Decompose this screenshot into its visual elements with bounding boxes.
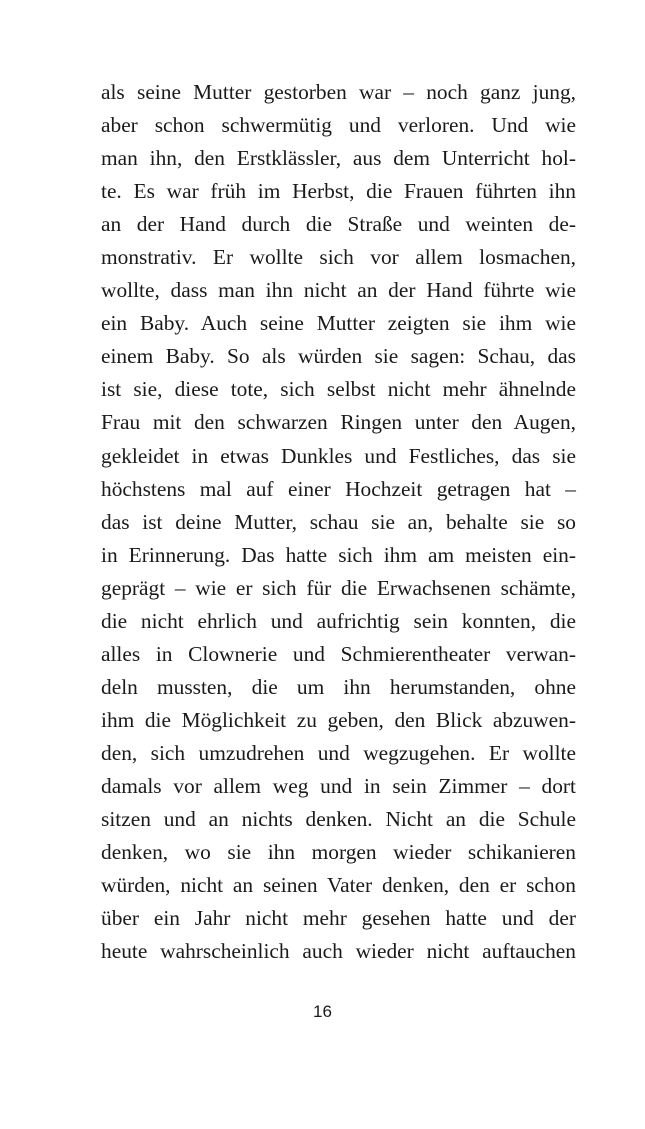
text-line: höchstens mal auf einer Hochzeit getragen hat – xyxy=(101,476,576,501)
text-line: ist sie, diese tote, sich selbst nicht mehr ähnelnde xyxy=(101,377,576,402)
text-line: geprägt – wie er sich für die Erwachsenen schämte, xyxy=(101,575,576,600)
text-line: heute wahrscheinlich auch wieder nicht auftauchen xyxy=(101,939,576,964)
text-line: monstrativ. Er wollte sich vor allem losmachen, xyxy=(101,245,576,270)
text-line: die nicht ehrlich und aufrichtig sein konnten, die xyxy=(101,608,576,633)
text-line: über ein Jahr nicht mehr gesehen hatte und der xyxy=(101,906,576,931)
text-line: denken, wo sie ihn morgen wieder schikanieren xyxy=(101,840,576,865)
text-line: damals vor allem weg und in sein Zimmer – dort xyxy=(101,773,576,798)
text-line: würden, nicht an seinen Vater denken, den er schon xyxy=(101,873,576,898)
text-line: einem Baby. So als würden sie sagen: Schau, das xyxy=(101,344,576,369)
text-line: aber schon schwermütig und verloren. Und wie xyxy=(101,113,576,138)
text-line: an der Hand durch die Straße und weinten de- xyxy=(101,212,576,237)
page-number: 16 xyxy=(313,1002,332,1021)
text-line: alles in Clownerie und Schmierentheater verwan- xyxy=(101,641,576,666)
text-line: wollte, dass man ihn nicht an der Hand führte wie xyxy=(101,278,576,303)
body-text xyxy=(101,76,576,968)
text-line: das ist deine Mutter, schau sie an, behalte sie so xyxy=(101,509,576,534)
text-line: den, sich umzudrehen und wegzugehen. Er wollte xyxy=(101,740,576,765)
text-line: in Erinnerung. Das hatte sich ihm am meisten ein- xyxy=(101,542,576,567)
text-line: ein Baby. Auch seine Mutter zeigten sie ihm wie xyxy=(101,311,576,336)
text-line: man ihn, den Erstklässler, aus dem Unterricht hol- xyxy=(101,146,576,171)
text-line: als seine Mutter gestorben war – noch ganz jung, xyxy=(101,80,576,104)
text-line: deln mussten, die um ihn herumstanden, ohne xyxy=(101,674,576,699)
text-line: Frau mit den schwarzen Ringen unter den Augen, xyxy=(101,410,576,435)
text-line: sitzen und an nichts denken. Nicht an die Schule xyxy=(101,807,576,832)
text-line: te. Es war früh im Herbst, die Frauen führten ihn xyxy=(101,179,576,204)
text-line: ihm die Möglichkeit zu geben, den Blick abzuwen- xyxy=(101,707,576,732)
text-line: gekleidet in etwas Dunkles und Festliches, das sie xyxy=(101,443,576,468)
